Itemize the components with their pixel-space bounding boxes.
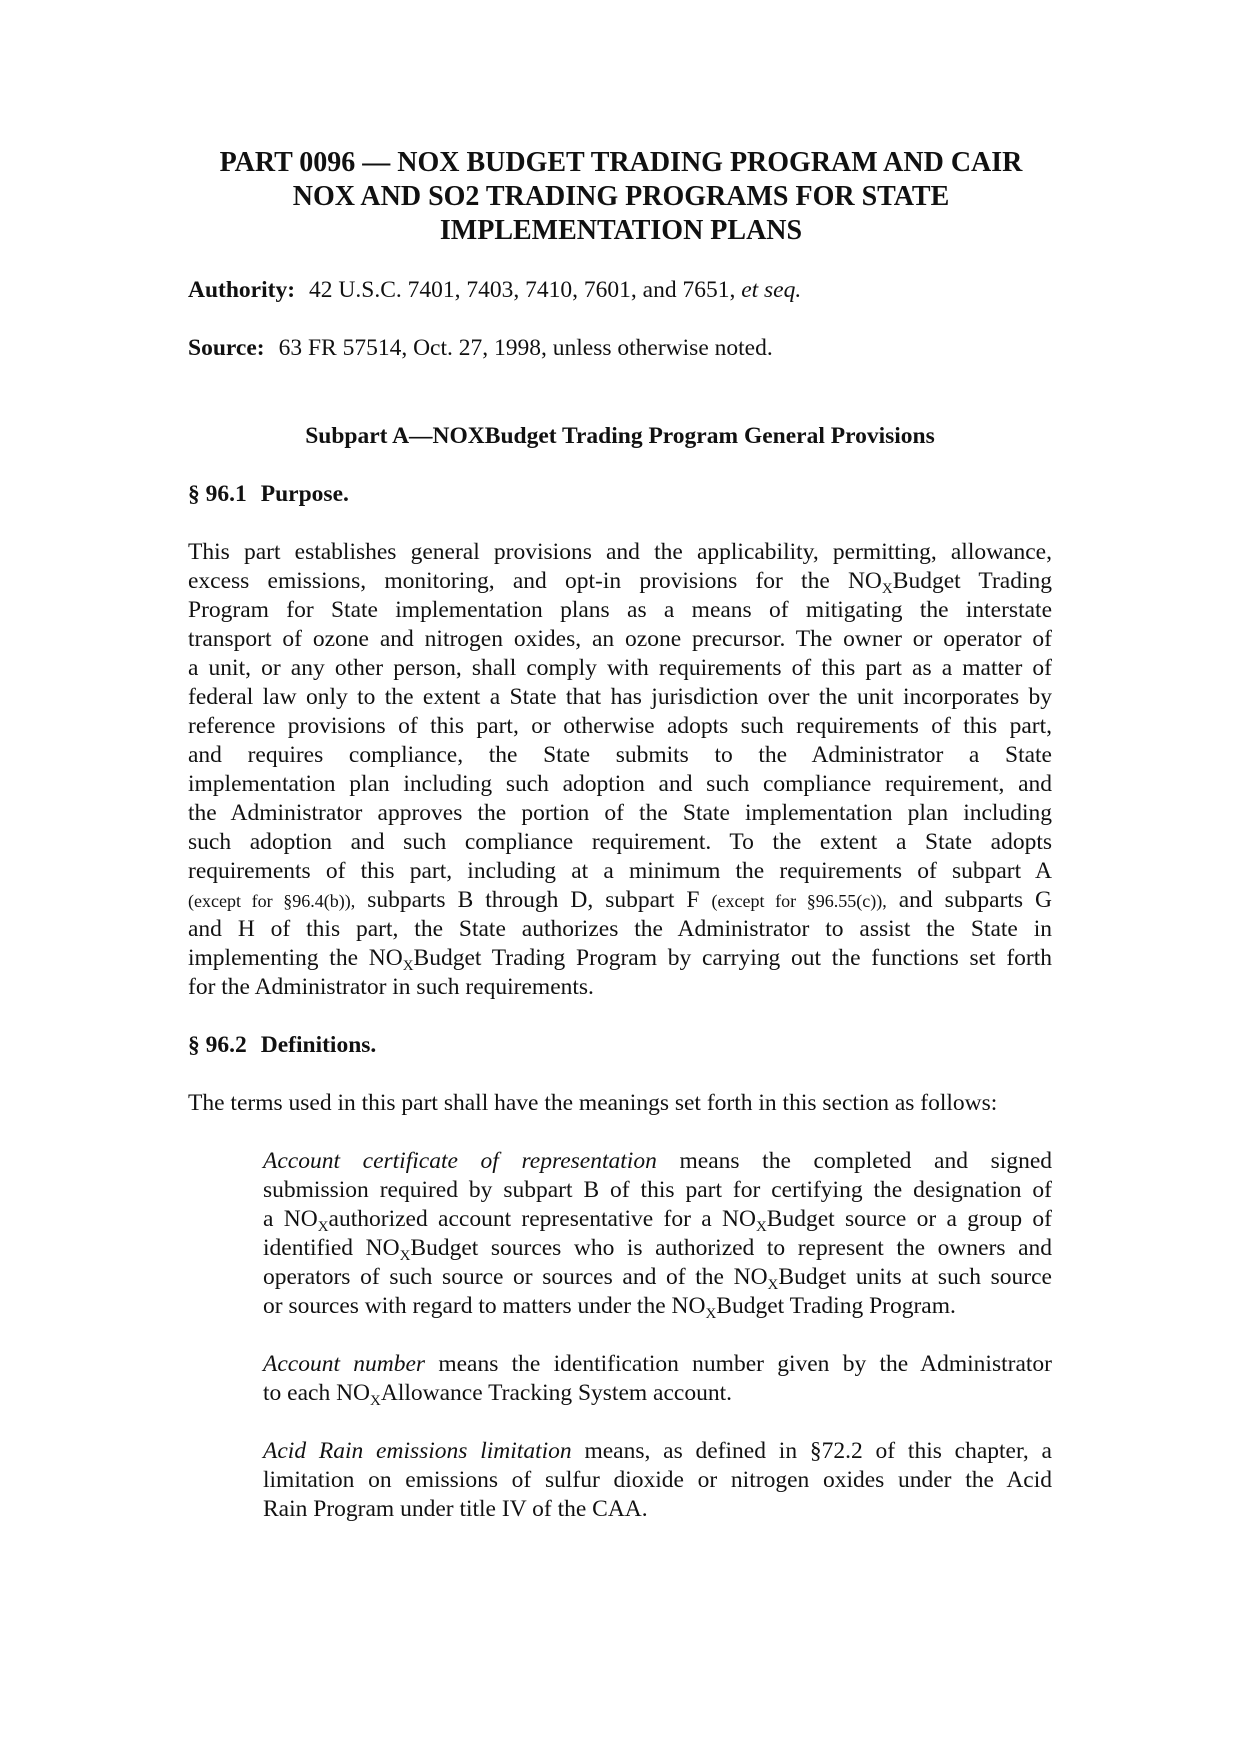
paragraph-line: requirements of this part, including at a minimum the requirements of subpart A [188,858,1052,884]
definition-line: Account certificate of representation means the completed and signed [263,1148,1052,1174]
paragraph-line: Program for State implementation plans as a means of mitigating the interstate [188,597,1052,623]
paragraph-line: the Administrator approves the portion of the State implementation plan including [188,800,1052,826]
section-number: § 96.1 [188,481,247,507]
definitions-intro: The terms used in this part shall have the meanings set forth in this section as follows: [188,1090,998,1116]
section-title: Purpose. [260,481,349,507]
definition-line: to each $NO_XAllowance$ Tracking System account. [263,1380,732,1409]
paragraph-line: implementing the $NO_XBudget$ Trading Program by carrying out the functions set forth [188,945,1052,974]
paragraph-line: and requires compliance, the State submits to the Administrator a State [188,742,1052,768]
authority-italic: et seq. [741,277,802,303]
source-text: 63 FR 57514, Oct. 27, 1998, unless otherwise noted. [278,335,773,361]
paragraph-line: transport of ozone and nitrogen oxides, an ozone precursor. The owner or operator of [188,626,1052,652]
definition-line: Rain Program under title IV of the CAA. [263,1496,648,1522]
paragraph-line: excess emissions, monitoring, and opt-in provisions for the $NO_XBudget$ Trading [188,568,1052,597]
source-line [188,334,1052,363]
definition-line: identified $NO_XBudget$ sources who is authorized to represent the owners and [263,1235,1053,1264]
definition-line: Account number means the identification number given by the Administrator [263,1351,1052,1377]
definition-line: operators of such source or sources and of the $NO_XBudget$ units at such source [263,1264,1052,1293]
title-line-2: NOX AND SO2 TRADING PROGRAMS FOR STATE [292,181,950,212]
paragraph-line: and H of this part, the State authorizes the Administrator to assist the State in [188,916,1052,942]
subscript: X [881,581,893,597]
paragraph-line: implementation plan including such adoption and such compliance requirement, and [188,771,1052,797]
definition-line: a $NO_Xauthorized$ account representative for a $NO_XBudget$ source or a group of [263,1206,1053,1235]
part-title [160,146,1082,248]
authority-line [188,276,1052,305]
definition-term: Account certificate of representation [263,1148,657,1174]
section-96-1-heading [188,480,1052,509]
source-label: Source: [188,335,265,361]
subscript: X [402,958,414,974]
paragraph-line: such adoption and such compliance requirement. To the extent a State adopts [188,829,1052,855]
section-96-2-heading [188,1031,1052,1060]
paragraph-line: (except for §96.4(b)), subparts B through D, subpart F (except for §96.55(c)), and subparts G [188,887,1052,913]
definition-term: Account number [263,1351,426,1377]
paragraph-line: This part establishes general provisions and the applicability, permitting, allowance, [188,539,1052,565]
definition-line: limitation on emissions of sulfur dioxide or nitrogen oxides under the Acid [263,1467,1052,1493]
paragraph-line: a unit, or any other person, shall comply with requirements of this part as a matter of [188,655,1052,681]
definition-line: submission required by subpart B of this part for certifying the designation of [263,1177,1052,1203]
paragraph-line: reference provisions of this part, or otherwise adopts such requirements of this part, [188,713,1052,739]
definition-line: or sources with regard to matters under the $NO_XBudget$ Trading Program. [263,1293,956,1322]
section-number: § 96.2 [188,1032,247,1058]
title-line-3: IMPLEMENTATION PLANS [439,215,803,246]
paragraph-line: for the Administrator in such requirements. [188,974,594,1000]
section-title: Definitions. [260,1032,377,1058]
definition-term: Acid Rain emissions limitation [263,1438,572,1464]
subpart-heading: Subpart A—NOXBudget Trading Program General Provisions [305,423,935,449]
authority-text: 42 U.S.C. 7401, 7403, 7410, 7601, and 7651, [309,277,736,303]
authority-label: Authority: [188,277,296,303]
definition-line: Acid Rain emissions limitation means, as defined in §72.2 of this chapter, a [263,1438,1052,1464]
title-line-1: PART 0096 — NOX BUDGET TRADING PROGRAM AND CAIR [219,147,1023,178]
paragraph-line: federal law only to the extent a State that has jurisdiction over the unit incorporates by [188,684,1052,710]
